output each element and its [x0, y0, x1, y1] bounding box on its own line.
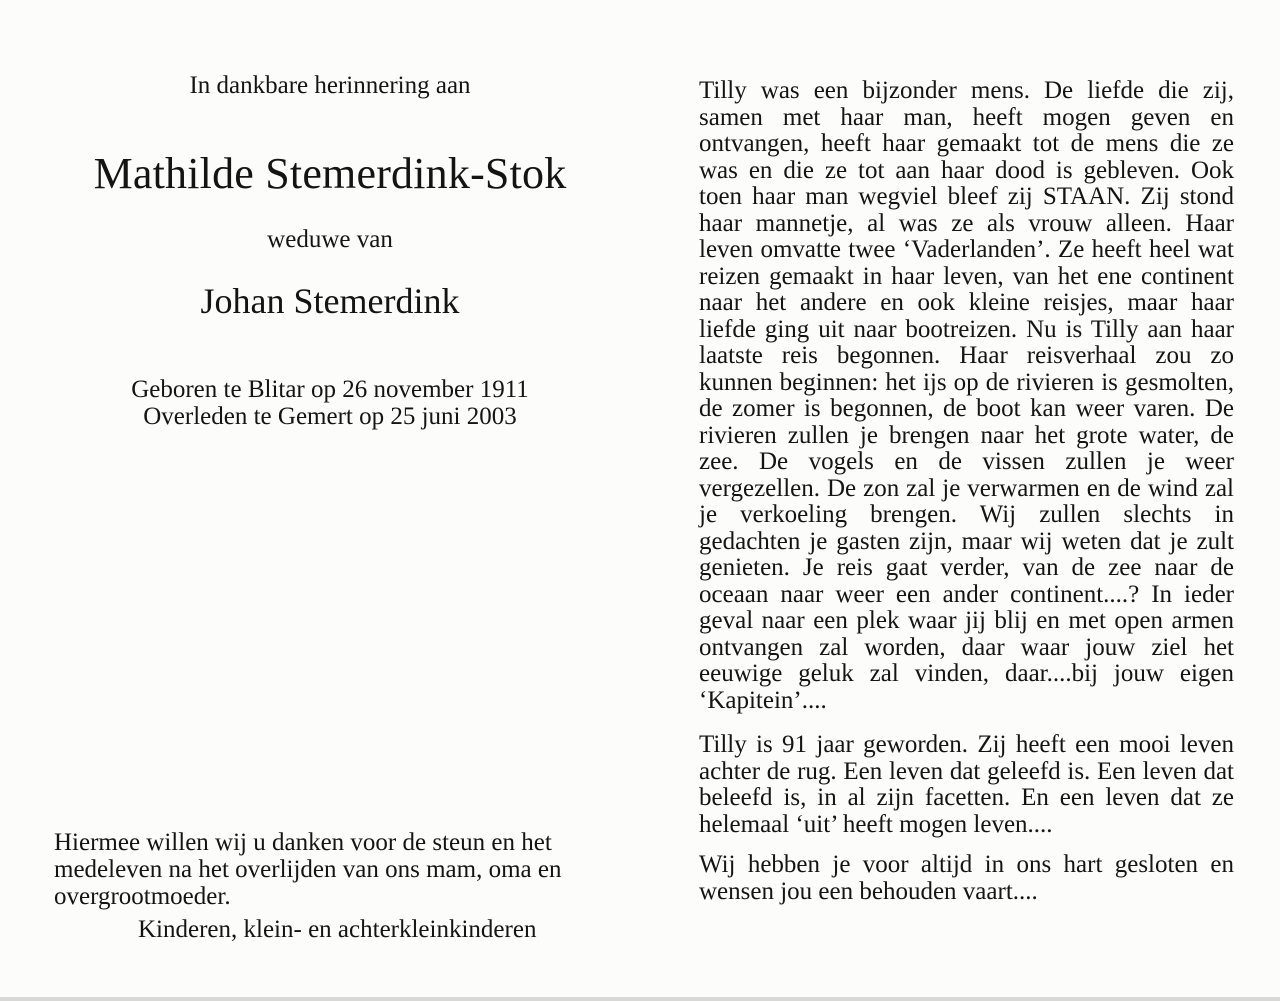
tribute-paragraph-3: Wij hebben je voor altijd in ons hart gesloten en wensen jou een behouden vaart....: [699, 851, 1234, 905]
widow-of-text: weduwe van: [267, 226, 393, 253]
card-edge: [0, 997, 1280, 1001]
deceased-name: Mathilde Stemerdink-Stok: [93, 149, 567, 198]
left-page: [40, 0, 620, 1001]
thanks-block: [54, 829, 599, 943]
death-line: Overleden te Gemert op 25 juni 2003: [143, 403, 517, 430]
tribute-paragraph-2: Tilly is 91 jaar geworden. Zij heeft een mooi leven achter de rug. Een leven dat geleefd is. Een leven dat beleefd is, in al zijn facetten. En een leven dat ze helemaal ‘uit’ heeft mogen leven....: [699, 731, 1234, 838]
husband-name: Johan Stemerdink: [200, 281, 460, 321]
right-page: [699, 78, 1234, 905]
tribute-paragraph-1: Tilly was een bijzonder mens. De liefde die zij, samen met haar man, heeft mogen geven en ontvangen, heeft haar gemaakt tot de mens die ze was en die ze tot aan haar dood is gebleven. Ook toen haar man wegviel bleef zij STAAN. Zij stond haar mannetje, al was ze als vrouw alleen. Haar leven omvatte twee ‘Vaderlanden’. Ze heeft heel wat reizen gemaakt in haar leven, van het ene continent naar het andere en ook kleine reisjes, maar haar liefde ging uit naar bootreizen. Nu is Tilly aan haar laatste reis begonnen. Haar reisverhaal zou zo kunnen beginnen: het ijs op de rivieren is gesmolten, de zomer is begonnen, de boot kan weer varen. De rivieren zullen je brengen naar het grote water, de zee. De vogels en de vissen zullen je weer vergezellen. De zon zal je verwarmen en de wind zal je verkoeling brengen. Wij zullen slechts in gedachten je gasten zijn, maar wij weten dat je zult genieten. Je reis gaat verder, van de zee naar de oceaan naar weer een ander continent....? In ieder geval naar een plek waar jij blij en met open armen ontvangen zal worden, daar waar jouw ziel het eeuwige geluk zal vinden, daar....bij jouw eigen ‘Kapitein’....: [699, 77, 1234, 714]
intro-text: In dankbare herinnering aan: [189, 72, 471, 99]
life-dates: [40, 376, 620, 430]
birth-line: Geboren te Blitar op 26 november 1911: [131, 376, 529, 403]
thanks-text: Hiermee willen wij u danken voor de steun en het medeleven na het overlijden van ons mam, oma en overgrootmoeder.: [54, 829, 562, 910]
signature: Kinderen, klein- en achterkleinkinderen: [138, 916, 537, 943]
